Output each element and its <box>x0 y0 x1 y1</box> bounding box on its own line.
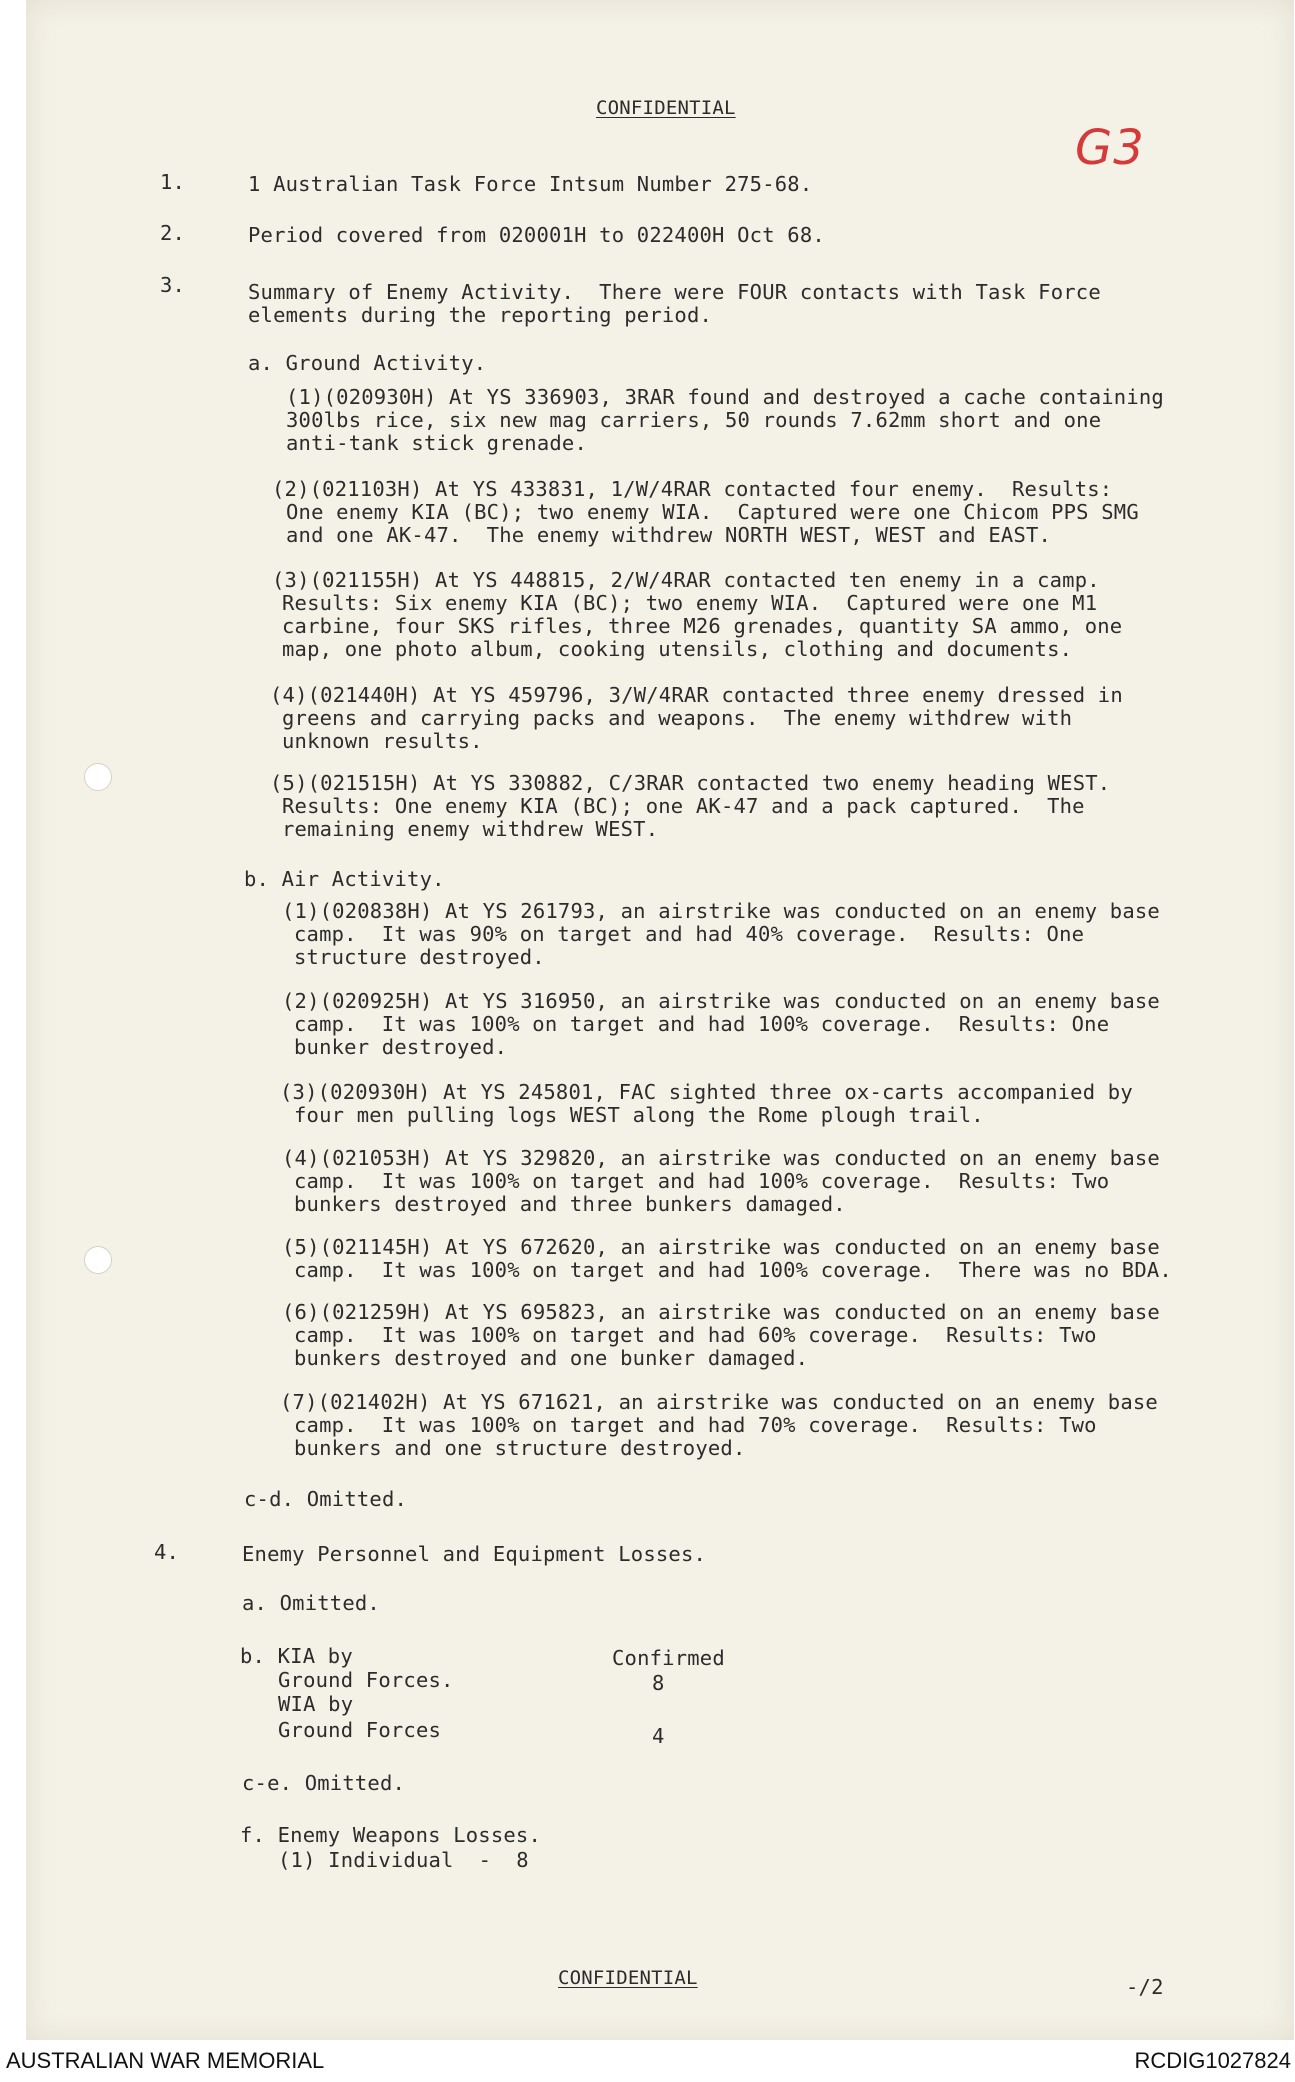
ground-item-line: remaining enemy withdrew WEST. <box>282 817 659 841</box>
air-item-line: (4)(021053H) At YS 329820, an airstrike was conducted on an enemy base <box>282 1146 1160 1170</box>
ground-item-line: (3)(021155H) At YS 448815, 2/W/4RAR contacted ten enemy in a camp. <box>272 568 1100 592</box>
air-item-line: (1)(020838H) At YS 261793, an airstrike was conducted on an enemy base <box>282 899 1160 923</box>
para4-a: a. Omitted. <box>242 1591 380 1615</box>
losses-label: Ground Forces. <box>278 1668 454 1692</box>
confirmed-column-header: Confirmed <box>612 1646 725 1670</box>
ground-item-line: One enemy KIA (BC); two enemy WIA. Captured were one Chicom PPS SMG <box>286 500 1139 524</box>
para4-number: 4. <box>154 1540 180 1564</box>
ground-item-line: unknown results. <box>282 729 483 753</box>
air-item-line: camp. It was 100% on target and had 70% coverage. Results: Two <box>294 1413 1097 1437</box>
ground-item-line: and one AK-47. The enemy withdrew NORTH WEST, WEST and EAST. <box>286 523 1052 547</box>
ground-activity-heading: a. Ground Activity. <box>248 351 487 375</box>
para1-text: 1 Australian Task Force Intsum Number 275-68. <box>248 172 813 196</box>
air-item-line: (6)(021259H) At YS 695823, an airstrike was conducted on an enemy base <box>282 1300 1160 1324</box>
weapons-losses-item: (1) Individual - 8 <box>278 1848 529 1872</box>
para1-number: 1. <box>160 170 186 194</box>
air-item-line: bunkers destroyed and one bunker damaged. <box>294 1346 809 1370</box>
wia-confirmed-value: 4 <box>652 1724 665 1748</box>
para4-heading: Enemy Personnel and Equipment Losses. <box>242 1542 707 1566</box>
air-item-line: camp. It was 100% on target and had 60% coverage. Results: Two <box>294 1323 1097 1347</box>
archive-footer <box>0 2040 1295 2082</box>
air-item-line: bunker destroyed. <box>294 1035 508 1059</box>
para3-number: 3. <box>160 273 186 297</box>
para4-ce: c-e. Omitted. <box>242 1771 406 1795</box>
air-item-line: (7)(021402H) At YS 671621, an airstrike was conducted on an enemy base <box>280 1390 1158 1414</box>
ground-item-line: (5)(021515H) At YS 330882, C/3RAR contacted two enemy heading WEST. <box>270 771 1111 795</box>
ground-item-line: (1)(020930H) At YS 336903, 3RAR found and destroyed a cache containing <box>286 385 1164 409</box>
punch-hole-top <box>84 763 112 791</box>
ground-item-line: anti-tank stick grenade. <box>286 431 588 455</box>
air-item-line: bunkers destroyed and three bunkers damaged. <box>294 1192 846 1216</box>
para3-line: Summary of Enemy Activity. There were FOUR contacts with Task Force <box>248 280 1101 304</box>
air-item-line: camp. It was 90% on target and had 40% coverage. Results: One <box>294 922 1085 946</box>
classification-footer: CONFIDENTIAL <box>558 1967 698 1989</box>
weapons-losses-heading: f. Enemy Weapons Losses. <box>240 1823 542 1847</box>
para2-text: Period covered from 020001H to 022400H Oct 68. <box>248 223 825 247</box>
air-item-line: bunkers and one structure destroyed. <box>294 1436 746 1460</box>
para3-omitted: c-d. Omitted. <box>244 1487 408 1511</box>
losses-label: b. KIA by <box>240 1644 353 1668</box>
air-item-line: (5)(021145H) At YS 672620, an airstrike was conducted on an enemy base <box>282 1235 1160 1259</box>
ground-item-line: (2)(021103H) At YS 433831, 1/W/4RAR contacted four enemy. Results: <box>272 477 1113 501</box>
ground-item-line: map, one photo album, cooking utensils, clothing and documents. <box>282 637 1073 661</box>
air-item-line: (3)(020930H) At YS 245801, FAC sighted three ox-carts accompanied by <box>280 1080 1133 1104</box>
air-item-line: camp. It was 100% on target and had 100% coverage. Results: One <box>294 1012 1110 1036</box>
ground-item-line: Results: One enemy KIA (BC); one AK-47 and a pack captured. The <box>282 794 1085 818</box>
classification-header: CONFIDENTIAL <box>596 97 736 119</box>
punch-hole-bottom <box>84 1246 112 1274</box>
handwritten-annotation: G3 <box>1075 120 1145 176</box>
losses-label: WIA by <box>278 1692 354 1716</box>
para3-line: elements during the reporting period. <box>248 303 713 327</box>
air-item-line: four men pulling logs WEST along the Rome plough trail. <box>294 1103 984 1127</box>
para2-number: 2. <box>160 221 186 245</box>
ground-item-line: 300lbs rice, six new mag carriers, 50 rounds 7.62mm short and one <box>286 408 1102 432</box>
ground-item-line: (4)(021440H) At YS 459796, 3/W/4RAR contacted three enemy dressed in <box>270 683 1123 707</box>
archive-id: RCDIG1027824 <box>1134 2048 1291 2073</box>
ground-item-line: greens and carrying packs and weapons. The enemy withdrew with <box>282 706 1073 730</box>
kia-confirmed-value: 8 <box>652 1671 665 1695</box>
ground-item-line: Results: Six enemy KIA (BC); two enemy WIA. Captured were one M1 <box>282 591 1098 615</box>
page-marker: -/2 <box>1126 1975 1164 1999</box>
air-item-line: structure destroyed. <box>294 945 545 969</box>
air-item-line: camp. It was 100% on target and had 100% coverage. Results: Two <box>294 1169 1110 1193</box>
ground-item-line: carbine, four SKS rifles, three M26 grenades, quantity SA ammo, one <box>282 614 1123 638</box>
losses-label: Ground Forces <box>278 1718 442 1742</box>
air-item-line: (2)(020925H) At YS 316950, an airstrike was conducted on an enemy base <box>282 989 1160 1013</box>
air-activity-heading: b. Air Activity. <box>244 867 445 891</box>
air-item-line: camp. It was 100% on target and had 100% coverage. There was no BDA. <box>294 1258 1172 1282</box>
archive-name: AUSTRALIAN WAR MEMORIAL <box>6 2048 325 2073</box>
